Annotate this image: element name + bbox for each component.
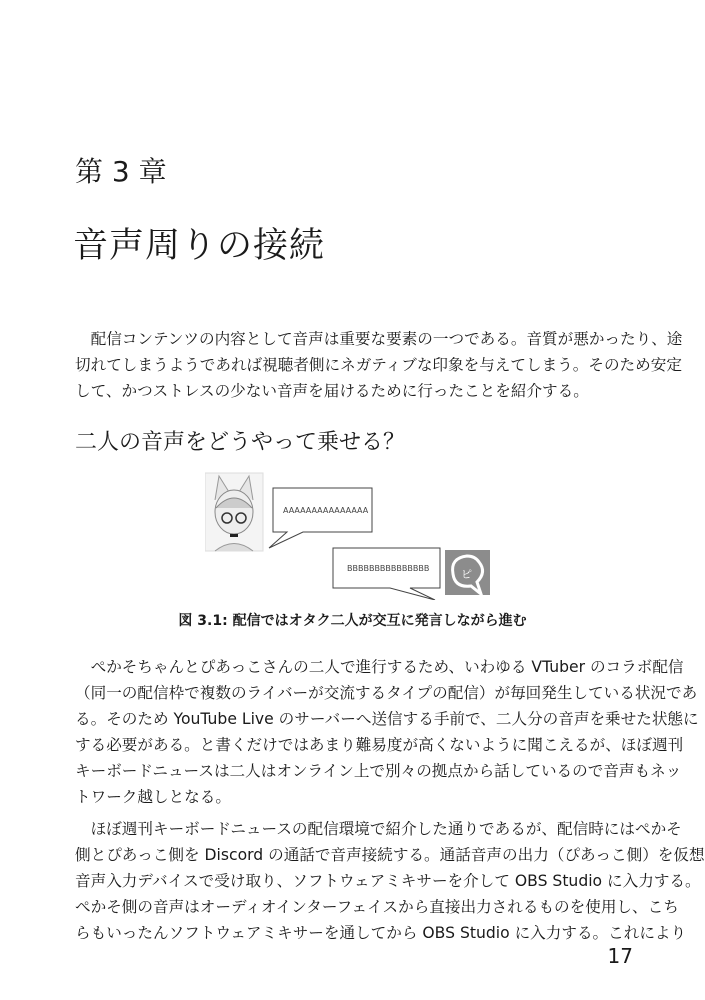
text-line: 側とぴあっこ側を Discord の通話で音声接続する。通話音声の出力（ぴあっこ側）を仮想	[75, 846, 705, 864]
text-line: ぺかそ側の音声はオーディオインターフェイスから直接出力されるものを使用し、こち	[75, 898, 679, 916]
piakko-avatar-icon	[445, 550, 490, 595]
body-paragraph	[75, 654, 699, 810]
speech-bubble-b	[333, 548, 440, 600]
text-line: （同一の配信枠で複数のライバーが交流するタイプの配信）が毎回発生している状況であ	[75, 684, 698, 702]
bubble-a-text: AAAAAAAAAAAAAAA	[283, 506, 369, 515]
text-line: ほぼ週刊キーボードニュースの配信環境で紹介した通りであるが、配信時にはぺかそ	[75, 820, 682, 838]
text-line: する必要がある。と書くだけではあまり難易度が高くないように聞こえるが、ほぼ週刊	[75, 736, 684, 754]
figure-3-1	[205, 470, 505, 600]
body-paragraph	[75, 816, 705, 946]
text-line: 音声入力デバイスで受け取り、ソフトウェアミキサーを介して OBS Studio に入力する。	[75, 872, 701, 890]
text-line: トワーク越しとなる。	[75, 788, 231, 806]
text-line: らもいったんソフトウェアミキサーを通してから OBS Studio に入力する。これにより	[75, 924, 687, 942]
pekaso-avatar-icon	[205, 473, 263, 551]
figure-caption: 図 3.1: 配信ではオタク二人が交互に発言しながら進む	[178, 613, 527, 629]
section-heading: 二人の音声をどうやって乗せる？	[75, 430, 406, 455]
intro-paragraph	[75, 326, 683, 404]
text-line: して、かつストレスの少ない音声を届けるために行ったことを紹介する。	[75, 382, 589, 400]
bubble-b-text: BBBBBBBBBBBBBBB	[347, 564, 430, 573]
page-number: 17	[607, 944, 633, 968]
text-line: る。そのため YouTube Live のサーバーへ送信する手前で、二人分の音声を乗せた状態に	[75, 710, 699, 728]
text-line: 配信コンテンツの内容として音声は重要な要素の一つである。音質が悪かったり、途	[75, 330, 683, 348]
text-line: キーボードニュースは二人はオンライン上で別々の拠点から話しているので音声もネッ	[75, 762, 682, 780]
chapter-label: 第 3 章	[75, 155, 167, 188]
speech-bubble-a	[269, 488, 372, 548]
svg-text:ピ: ピ	[461, 568, 472, 581]
text-line: 切れてしまうようであれば視聴者側にネガティブな印象を与えてしまう。そのため安定	[75, 356, 682, 374]
text-line: ぺかそちゃんとぴあっこさんの二人で進行するため、いわゆる VTuber のコラボ配信	[75, 658, 684, 676]
chapter-title: 音声周りの接続	[73, 226, 326, 266]
